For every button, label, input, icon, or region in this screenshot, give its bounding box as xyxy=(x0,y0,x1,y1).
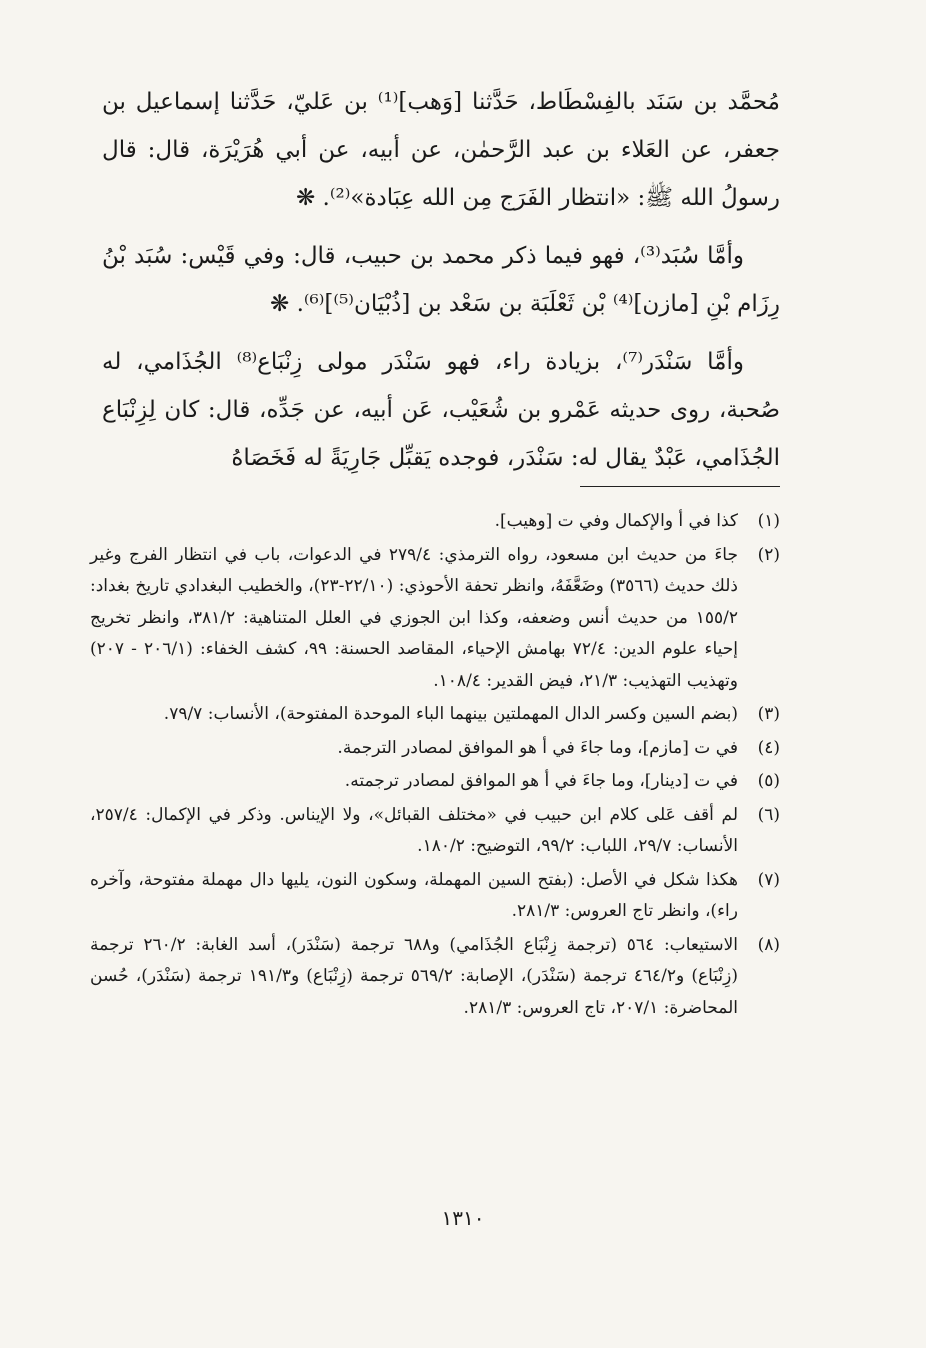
footnote-2 xyxy=(90,540,780,698)
page-number: ١٣١٠ xyxy=(441,1206,485,1230)
footnotes-section xyxy=(90,506,780,1026)
footnote-number: (٥) xyxy=(757,771,780,791)
paragraph-2: وأمَّا سُبَد⁽³⁾، فهو فيما ذكر محمد بن حبيب، قال: وفي قَيْس: سُبَد بْنُ رِزَام بْنِ [مازن]⁽⁴⁾ بْن ثَعْلَبَة بن سَعْد بن [ذُبْيَان⁽⁵⁾]⁽⁶⁾. ❋ xyxy=(102,243,780,317)
footnote-5 xyxy=(90,766,780,798)
footnote-text: في ت [دينار]، وما جاءَ في أ هو الموافق لمصادر ترجمته. xyxy=(344,771,738,791)
footnote-4 xyxy=(90,733,780,765)
footnote-text: في ت [مازم]، وما جاءَ في أ هو الموافق لمصادر الترجمة. xyxy=(337,737,738,758)
footnote-number: (٨) xyxy=(757,934,780,955)
footnote-3 xyxy=(90,699,780,731)
footnote-number: (٧) xyxy=(757,869,780,890)
footnote-number: (٦) xyxy=(757,804,780,825)
footnote-1 xyxy=(90,506,780,538)
footnote-number: (٤) xyxy=(757,737,780,758)
footnote-text: الاستيعاب: ٥٦٤ (ترجمة زِنْبَاع الجُذَامي) و٦٨٨ ترجمة (سَنْدَر)، أسد الغابة: ٢٦٠/٢ ترجمة (زِنْبَاع) و٤٦٤/٢ ترجمة (سَنْدَر)، الإصابة: ٥٦٩/٢ ترجمة (زِنْبَاع) و١٩١/٣ ترجمة (سَنْدَر)، حُسن المحاضرة: ٢٠٧/١، تاج العروس: ٢٨١/٣. xyxy=(90,934,738,1018)
footnote-text: كذا في أ والإكمال وفي ت [وهيب]. xyxy=(494,511,738,531)
footnote-6 xyxy=(90,800,780,863)
footnote-number: (٣) xyxy=(757,704,780,724)
footnote-7 xyxy=(90,865,780,928)
footnote-number: (١) xyxy=(757,511,780,531)
footnote-text: جاءَ من حديث ابن مسعود، رواه الترمذي: ٢٧٩/٤ في الدعوات، باب في انتظار الفرج وغير ذلك حديث (٣٥٦٦) وضَعَّفَهُ، وانظر تحفة الأحوذي: (٢٢/١٠-٢٣)، والخطيب البغدادي تاريخ بغداد: ١٥٥/٢ من حديث أنس وضعفه، وكذا ابن الجوزي في العلل المتناهية: ٣٨١/٢، وانظر تخريج إحياء علوم الدين: ٧٢/٤ بهامش الإحياء، المقاصد الحسنة: ٩٩، كشف الخفاء: (٢٠٦/١ - ٢٠٧) وتهذيب التهذيب: ٢١/٣، فيض القدير: ١٠٨/٤. xyxy=(90,544,738,691)
footnote-text: هكذا شكل في الأصل: (بفتح السين المهملة، وسكون النون، يليها دال مهملة مفتوحة، وآخره راء)، وانظر تاج العروس: ٢٨١/٣. xyxy=(90,869,738,921)
paragraph-1: مُحمَّد بن سَنَد بالفِسْطَاط، حَدَّثنا [وَهب]⁽¹⁾ بن عَليّ، حَدَّثنا إسماعيل بن جعفر، عن العَلاء بن عبد الرَّحمٰن، عن أبيه، عن أبي هُرَيْرَة، قال: قال رسولُ الله ﷺ: «انتظار الفَرَج مِن الله عِبَادة»⁽²⁾. ❋ xyxy=(102,89,780,211)
paragraph-3: وأمَّا سَنْدَر⁽⁷⁾، بزيادة راء، فهو سَنْدَر مولى زِنْبَاع⁽⁸⁾ الجُذَامي، له صُحبة، روى حديثه عَمْرو بن شُعَيْب، عَن أبيه، عن جَدِّه، قال: كان لِزِنْبَاع الجُذَامي، عَبْدٌ يقال له: سَنْدَر، فوجده يَقبِّل جَارِيَةً له فَخَصَاهُ xyxy=(102,349,780,471)
footnote-8 xyxy=(90,930,780,1025)
main-text-body xyxy=(102,78,780,492)
footnote-number: (٢) xyxy=(757,544,780,565)
footnote-divider xyxy=(580,486,780,487)
footnote-text: (بضم السين وكسر الدال المهملتين بينهما الباء الموحدة المفتوحة)، الأنساب: ٧٩/٧. xyxy=(163,704,738,724)
footnote-text: لم أقف عَلى كلام ابن حبيب في «مختلف القبائل»، ولا الإيناس. وذكر في الإكمال: ٢٥٧/٤، الأنساب: ٢٩/٧، اللباب: ٩٩/٢، التوضيح: ١٨٠/٢. xyxy=(90,804,738,856)
